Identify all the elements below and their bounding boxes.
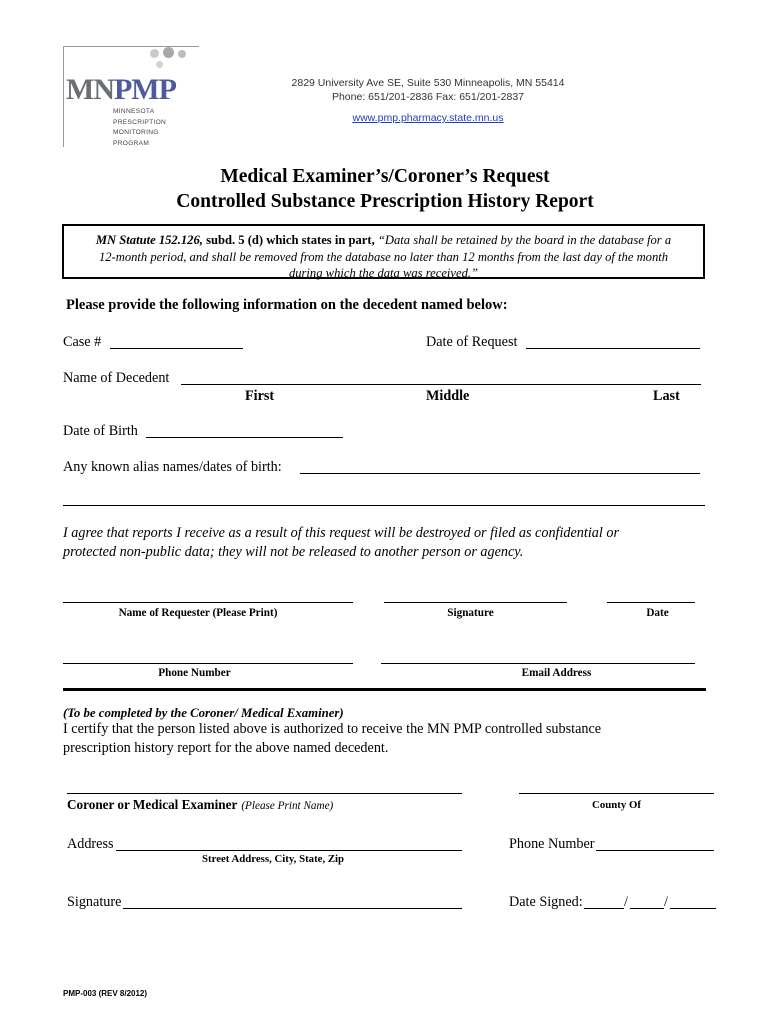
county-field[interactable] [519,793,714,794]
alias-field-2[interactable] [63,505,705,506]
coroner-name-label: Coroner or Medical Examiner [67,797,238,812]
statute-quote: during which the data was received.” [288,266,479,280]
agreement-line2: protected non-public data; they will not be released to another person or agency. [63,544,524,560]
last-label: Last [653,388,680,404]
title-line2: Controlled Substance Prescription History Report [176,191,594,212]
coroner-name-field[interactable] [67,793,462,794]
statute-ref: MN Statute 152.126, [95,233,203,247]
address-field[interactable] [116,850,462,851]
address-hint: Street Address, City, State, Zip [202,853,345,865]
logo-subtitle [113,107,166,149]
coroner-name-hint: (Please Print Name) [241,800,334,812]
address-label: Address [67,836,114,852]
certify-line2: prescription history report for the above named decedent. [63,740,389,756]
title-line1: Medical Examiner’s/Coroner’s Request [220,166,550,187]
certify-line1: I certify that the person listed above is authorized to receive the MN PMP controlled substance [63,721,602,737]
coroner-name-label-wrap [67,796,333,814]
coroner-note: (To be completed by the Coroner/ Medical Examiner) [63,706,344,720]
instructions: Please provide the following information on the decedent named below: [66,297,508,313]
case-label: Case # [63,334,102,350]
requester-signature-label: Signature [447,607,494,619]
statute-quote: “Data shall be retained by the board in the database for a [377,233,672,247]
agreement-line1: I agree that reports I receive as a result of this request will be destroyed or filed as confidential or [63,525,619,541]
logo-sub-line: MINNESOTA [113,108,155,115]
case-field[interactable] [110,348,243,349]
section-divider [63,688,706,691]
requester-phone-label: Phone Number [158,667,231,679]
logo-sub-line: PROGRAM [113,139,150,147]
logo [66,73,176,107]
date-signed-label: Date Signed: [509,894,583,910]
decedent-label: Name of Decedent [63,370,170,386]
statute-box [62,224,705,279]
logo-sub-line: PRESCRIPTION [113,118,167,126]
requester-phone-field[interactable] [63,663,353,664]
statute-subd: subd. 5 (d) which states in part, [206,233,375,247]
coroner-signature-label: Signature [67,894,122,910]
requester-email-field[interactable] [381,663,695,664]
first-label: First [245,388,275,404]
date-request-label: Date of Request [426,334,518,350]
coroner-phone-label: Phone Number [509,836,595,852]
date-request-field[interactable] [526,348,700,349]
middle-label: Middle [426,388,470,404]
requester-signature-field[interactable] [384,602,567,603]
requester-name-label: Name of Requester (Please Print) [118,607,278,619]
decedent-name-field[interactable] [181,384,701,385]
county-label: County Of [592,799,641,811]
dob-label: Date of Birth [63,423,138,439]
website-link[interactable]: www.pmp.pharmacy.state.mn.us [352,112,504,124]
statute-quote: 12-month period, and shall be removed from the database no later than 12 months from the last day of the month [98,249,669,264]
form-id: PMP-003 (REV 8/2012) [63,989,148,998]
header-phone-fax: Phone: 651/201-2836 Fax: 651/201-2837 [331,91,525,103]
alias-field[interactable] [300,473,700,474]
logo-sub-line: MONITORING [113,129,159,136]
requester-email-label: Email Address [521,667,592,679]
dob-field[interactable] [146,437,343,438]
header-address: 2829 University Ave SE, Suite 530 Minneapolis, MN 55414 [291,77,565,89]
logo-pmp: PMP [113,73,176,106]
alias-label: Any known alias names/dates of birth: [63,459,282,475]
requester-name-field[interactable] [63,602,353,603]
coroner-phone-field[interactable] [596,850,714,851]
coroner-signature-field[interactable] [123,908,462,909]
requester-date-label: Date [646,607,669,619]
logo-mn: MN [66,73,114,106]
requester-date-field[interactable] [607,602,695,603]
